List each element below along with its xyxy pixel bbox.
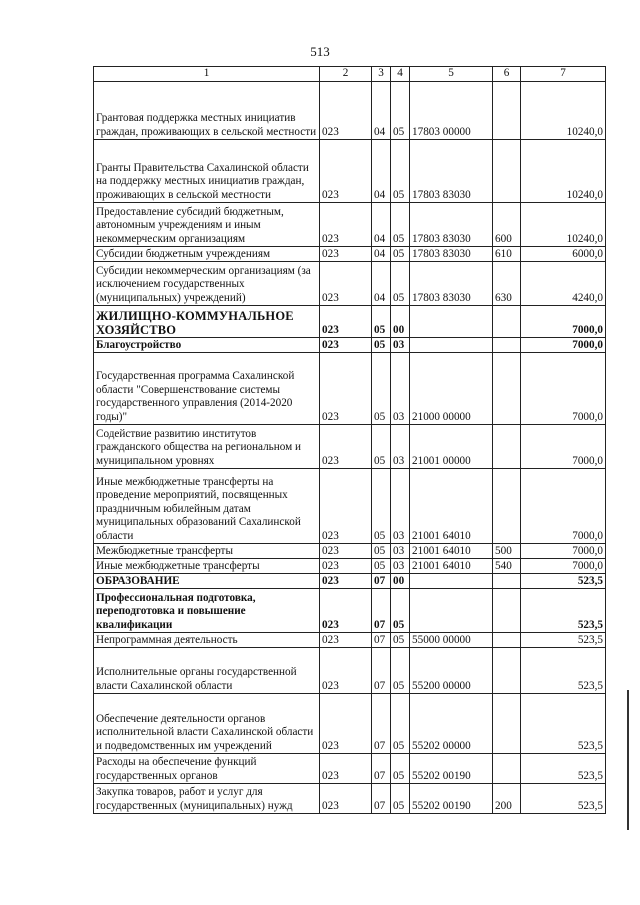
row-subsection-cell: 03 — [391, 469, 410, 544]
row-chapter-cell: 023 — [320, 589, 372, 633]
row-target-article-cell: 17803 00000 — [410, 82, 493, 140]
row-amount-cell: 10240,0 — [521, 82, 606, 140]
row-section-cell: 05 — [372, 338, 391, 353]
header-cell-2: 2 — [320, 67, 372, 82]
row-name-cell: Расходы на обеспечение функций государственных органов — [94, 754, 320, 784]
row-expense-type-cell — [493, 589, 521, 633]
row-name-cell: ОБРАЗОВАНИЕ — [94, 574, 320, 589]
row-subsection-cell: 03 — [391, 353, 410, 425]
row-target-article-cell: 55202 00000 — [410, 694, 493, 754]
row-expense-type-cell — [493, 425, 521, 469]
row-name-cell: Грантовая поддержка местных инициатив граждан, проживающих в сельской местности — [94, 82, 320, 140]
row-amount-cell: 523,5 — [521, 633, 606, 648]
row-amount-cell: 7000,0 — [521, 353, 606, 425]
row-amount-cell: 10240,0 — [521, 140, 606, 203]
row-section-cell: 07 — [372, 589, 391, 633]
row-chapter-cell: 023 — [320, 82, 372, 140]
row-expense-type-cell: 600 — [493, 203, 521, 247]
row-name-cell: Предоставление субсидий бюджетным, автономным учреждениям и иным некоммерческим организациям — [94, 203, 320, 247]
row-section-cell: 04 — [372, 262, 391, 306]
row-name-cell: Государственная программа Сахалинской области "Совершенствование системы государственного управления (2014-2020 годы)" — [94, 353, 320, 425]
row-expense-type-cell — [493, 469, 521, 544]
row-target-article-cell: 21001 00000 — [410, 425, 493, 469]
row-name-cell: Гранты Правительства Сахалинской области на поддержку местных инициатив граждан, проживающих в сельской местности — [94, 140, 320, 203]
row-amount-cell: 523,5 — [521, 589, 606, 633]
row-chapter-cell: 023 — [320, 203, 372, 247]
margin-line — [627, 690, 629, 830]
row-expense-type-cell: 500 — [493, 544, 521, 559]
row-section-cell: 07 — [372, 754, 391, 784]
row-subsection-cell: 00 — [391, 574, 410, 589]
row-section-cell: 05 — [372, 559, 391, 574]
row-expense-type-cell — [493, 338, 521, 353]
row-subsection-cell: 03 — [391, 544, 410, 559]
row-name-cell: Благоустройство — [94, 338, 320, 353]
table-row — [94, 754, 606, 784]
row-section-cell: 04 — [372, 82, 391, 140]
row-amount-cell: 7000,0 — [521, 425, 606, 469]
row-amount-cell: 7000,0 — [521, 559, 606, 574]
row-subsection-cell: 00 — [391, 306, 410, 338]
row-section-cell: 07 — [372, 648, 391, 694]
table-row — [94, 589, 606, 633]
table-row — [94, 353, 606, 425]
table-row — [94, 82, 606, 140]
row-section-cell: 05 — [372, 353, 391, 425]
header-cell-3: 3 — [372, 67, 391, 82]
row-name-cell: Закупка товаров, работ и услуг для государственных (муниципальных) нужд — [94, 784, 320, 814]
row-amount-cell: 523,5 — [521, 648, 606, 694]
row-target-article-cell: 21001 64010 — [410, 544, 493, 559]
row-section-cell: 07 — [372, 694, 391, 754]
row-name-cell: Непрограммная деятельность — [94, 633, 320, 648]
row-amount-cell: 7000,0 — [521, 544, 606, 559]
header-cell-1: 1 — [94, 67, 320, 82]
row-chapter-cell: 023 — [320, 754, 372, 784]
row-target-article-cell: 55202 00190 — [410, 754, 493, 784]
header-cell-5: 5 — [410, 67, 493, 82]
table-row — [94, 633, 606, 648]
row-chapter-cell: 023 — [320, 247, 372, 262]
row-subsection-cell: 05 — [391, 754, 410, 784]
row-chapter-cell: 023 — [320, 306, 372, 338]
row-target-article-cell: 21001 64010 — [410, 559, 493, 574]
row-subsection-cell: 05 — [391, 589, 410, 633]
row-subsection-cell: 05 — [391, 140, 410, 203]
row-subsection-cell: 05 — [391, 262, 410, 306]
header-row — [94, 67, 606, 82]
table-row — [94, 559, 606, 574]
row-chapter-cell: 023 — [320, 544, 372, 559]
table-row — [94, 247, 606, 262]
row-chapter-cell: 023 — [320, 648, 372, 694]
table-row — [94, 648, 606, 694]
row-expense-type-cell: 610 — [493, 247, 521, 262]
row-section-cell: 07 — [372, 574, 391, 589]
page-number: 513 — [310, 44, 330, 59]
row-expense-type-cell: 630 — [493, 262, 521, 306]
row-subsection-cell: 05 — [391, 203, 410, 247]
row-expense-type-cell — [493, 648, 521, 694]
table-row — [94, 544, 606, 559]
row-amount-cell: 523,5 — [521, 694, 606, 754]
row-subsection-cell: 05 — [391, 784, 410, 814]
table-row — [94, 694, 606, 754]
table-row — [94, 425, 606, 469]
table-row — [94, 203, 606, 247]
table-row — [94, 784, 606, 814]
row-name-cell: Иные межбюджетные трансферты на проведение мероприятий, посвященных праздничным юбилейным датам муниципальных образований Сахалинской области — [94, 469, 320, 544]
row-chapter-cell: 023 — [320, 574, 372, 589]
row-target-article-cell: 55202 00190 — [410, 784, 493, 814]
row-name-cell: Иные межбюджетные трансферты — [94, 559, 320, 574]
row-target-article-cell — [410, 574, 493, 589]
row-name-cell: ЖИЛИЩНО-КОММУНАЛЬНОЕ ХОЗЯЙСТВО — [94, 306, 320, 338]
row-target-article-cell — [410, 306, 493, 338]
table-row — [94, 469, 606, 544]
row-subsection-cell: 03 — [391, 425, 410, 469]
row-expense-type-cell — [493, 140, 521, 203]
row-amount-cell: 523,5 — [521, 574, 606, 589]
row-expense-type-cell — [493, 574, 521, 589]
row-section-cell: 04 — [372, 247, 391, 262]
row-target-article-cell — [410, 338, 493, 353]
table-row — [94, 262, 606, 306]
row-subsection-cell: 05 — [391, 247, 410, 262]
row-chapter-cell: 023 — [320, 633, 372, 648]
row-name-cell: Обеспечение деятельности органов исполнительной власти Сахалинской области и подведомственных им учреждений — [94, 694, 320, 754]
table-row — [94, 338, 606, 353]
table-row — [94, 140, 606, 203]
row-amount-cell: 4240,0 — [521, 262, 606, 306]
table-body — [94, 82, 606, 814]
row-section-cell: 05 — [372, 306, 391, 338]
row-expense-type-cell — [493, 82, 521, 140]
row-name-cell: Содействие развитию институтов гражданского общества на региональном и муниципальном уровнях — [94, 425, 320, 469]
row-chapter-cell: 023 — [320, 559, 372, 574]
row-subsection-cell: 03 — [391, 338, 410, 353]
row-section-cell: 07 — [372, 633, 391, 648]
row-name-cell: Субсидии бюджетным учреждениям — [94, 247, 320, 262]
row-section-cell: 05 — [372, 425, 391, 469]
row-expense-type-cell: 540 — [493, 559, 521, 574]
row-target-article-cell: 17803 83030 — [410, 203, 493, 247]
row-chapter-cell: 023 — [320, 425, 372, 469]
row-section-cell: 04 — [372, 140, 391, 203]
header-cell-7: 7 — [521, 67, 606, 82]
row-amount-cell: 523,5 — [521, 784, 606, 814]
row-expense-type-cell: 200 — [493, 784, 521, 814]
row-name-cell: Субсидии некоммерческим организациям (за исключением государственных (муниципальных) учреждений) — [94, 262, 320, 306]
row-amount-cell: 7000,0 — [521, 338, 606, 353]
row-subsection-cell: 05 — [391, 694, 410, 754]
row-chapter-cell: 023 — [320, 262, 372, 306]
row-section-cell: 04 — [372, 203, 391, 247]
header-cell-6: 6 — [493, 67, 521, 82]
row-amount-cell: 523,5 — [521, 754, 606, 784]
row-expense-type-cell — [493, 633, 521, 648]
row-section-cell: 05 — [372, 544, 391, 559]
row-chapter-cell: 023 — [320, 784, 372, 814]
row-subsection-cell: 05 — [391, 633, 410, 648]
row-chapter-cell: 023 — [320, 338, 372, 353]
header-cell-4: 4 — [391, 67, 410, 82]
row-target-article-cell — [410, 589, 493, 633]
row-expense-type-cell — [493, 353, 521, 425]
row-chapter-cell: 023 — [320, 140, 372, 203]
row-name-cell: Исполнительные органы государственной власти Сахалинской области — [94, 648, 320, 694]
row-section-cell: 07 — [372, 784, 391, 814]
row-amount-cell: 10240,0 — [521, 203, 606, 247]
row-target-article-cell: 21000 00000 — [410, 353, 493, 425]
row-chapter-cell: 023 — [320, 469, 372, 544]
row-target-article-cell: 17803 83030 — [410, 247, 493, 262]
row-target-article-cell: 21001 64010 — [410, 469, 493, 544]
table-row — [94, 574, 606, 589]
row-expense-type-cell — [493, 694, 521, 754]
table-row — [94, 306, 606, 338]
row-expense-type-cell — [493, 754, 521, 784]
row-amount-cell: 6000,0 — [521, 247, 606, 262]
row-target-article-cell: 17803 83030 — [410, 140, 493, 203]
row-name-cell: Межбюджетные трансферты — [94, 544, 320, 559]
row-chapter-cell: 023 — [320, 694, 372, 754]
row-amount-cell: 7000,0 — [521, 469, 606, 544]
row-chapter-cell: 023 — [320, 353, 372, 425]
row-subsection-cell: 05 — [391, 648, 410, 694]
row-name-cell: Профессиональная подготовка, переподготовка и повышение квалификации — [94, 589, 320, 633]
budget-table — [93, 66, 606, 814]
row-target-article-cell: 55000 00000 — [410, 633, 493, 648]
row-subsection-cell: 03 — [391, 559, 410, 574]
row-amount-cell: 7000,0 — [521, 306, 606, 338]
row-target-article-cell: 17803 83030 — [410, 262, 493, 306]
row-section-cell: 05 — [372, 469, 391, 544]
row-expense-type-cell — [493, 306, 521, 338]
row-subsection-cell: 05 — [391, 82, 410, 140]
row-target-article-cell: 55200 00000 — [410, 648, 493, 694]
